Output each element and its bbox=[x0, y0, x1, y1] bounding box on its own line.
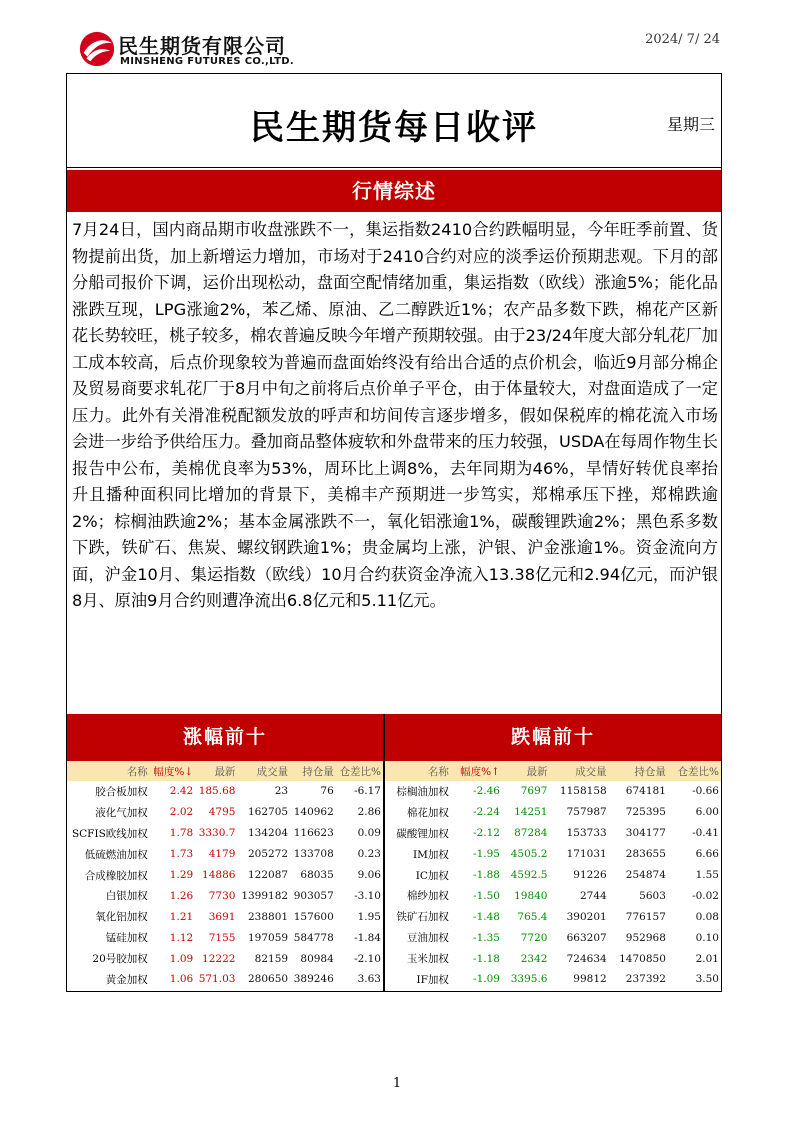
cell-name: 碳酸锂加权 bbox=[396, 827, 449, 840]
cell-open-interest: 725395 bbox=[625, 806, 666, 819]
table-row[interactable] bbox=[385, 781, 721, 802]
cell-change-pct: -2.24 bbox=[473, 806, 500, 819]
cell-change-pct: -1.18 bbox=[473, 952, 500, 965]
cell-change-pct: 1.21 bbox=[169, 910, 194, 923]
table-row[interactable] bbox=[67, 823, 383, 844]
table-row[interactable] bbox=[385, 823, 721, 844]
cell-volume: 390201 bbox=[566, 910, 607, 923]
cell-name: 液化气加权 bbox=[95, 806, 148, 819]
col-last[interactable]: 最新 bbox=[195, 761, 237, 781]
cell-open-interest: 584778 bbox=[293, 931, 334, 944]
cell-change-pct: 1.26 bbox=[169, 889, 194, 902]
cell-oi-change-pct: 3.50 bbox=[695, 973, 719, 986]
cell-last: 3691 bbox=[208, 910, 236, 923]
cell-open-interest: 68035 bbox=[300, 869, 334, 881]
cell-name: 棉花加权 bbox=[406, 806, 449, 819]
cell-open-interest: 140962 bbox=[293, 806, 334, 819]
cell-change-pct: -2.46 bbox=[473, 785, 500, 798]
col-oi-change-pct[interactable]: 仓差比% bbox=[336, 761, 383, 781]
cell-oi-change-pct: 0.23 bbox=[357, 848, 381, 861]
cell-open-interest: 776157 bbox=[625, 910, 666, 923]
col-name[interactable]: 名称 bbox=[385, 761, 451, 781]
cell-name: 棕榈油加权 bbox=[396, 785, 449, 798]
cell-name: 锰硅加权 bbox=[105, 932, 148, 945]
cell-change-pct: -2.12 bbox=[473, 827, 500, 840]
cell-volume: 238801 bbox=[247, 910, 289, 923]
cell-open-interest: 389246 bbox=[293, 973, 334, 986]
gainers-table bbox=[67, 761, 383, 990]
cell-name: IM加权 bbox=[412, 848, 449, 861]
report-frame bbox=[66, 73, 722, 992]
cell-last: 4592.5 bbox=[510, 869, 548, 881]
report-date: 2024/ 7/ 24 bbox=[645, 32, 720, 47]
cell-change-pct: -1.09 bbox=[473, 973, 500, 986]
cell-open-interest: 254874 bbox=[625, 869, 666, 881]
cell-open-interest: 5603 bbox=[639, 889, 666, 902]
cell-change-pct: -1.95 bbox=[473, 848, 500, 861]
table-row[interactable] bbox=[385, 865, 721, 886]
table-row[interactable] bbox=[67, 781, 383, 802]
table-row[interactable] bbox=[385, 885, 721, 906]
cell-open-interest: 283655 bbox=[625, 848, 666, 861]
table-row[interactable] bbox=[385, 906, 721, 927]
cell-last: 3330.7 bbox=[198, 827, 236, 840]
col-volume[interactable]: 成交量 bbox=[549, 761, 608, 781]
page-number: 1 bbox=[392, 1076, 402, 1091]
col-oi-change-pct[interactable]: 仓差比% bbox=[668, 761, 721, 781]
cell-last: 4179 bbox=[208, 848, 236, 861]
cell-oi-change-pct: 0.08 bbox=[695, 910, 719, 923]
cell-last: 14886 bbox=[202, 869, 236, 881]
cell-last: 7697 bbox=[520, 785, 548, 798]
cell-oi-change-pct: -3.10 bbox=[354, 889, 381, 902]
cell-open-interest: 133708 bbox=[293, 848, 334, 861]
cell-open-interest: 76 bbox=[320, 785, 334, 798]
cell-last: 12222 bbox=[202, 952, 236, 965]
cell-open-interest: 116623 bbox=[293, 827, 334, 840]
cell-volume: 153733 bbox=[566, 827, 607, 840]
title-divider bbox=[67, 167, 721, 168]
losers-table bbox=[385, 761, 721, 990]
cell-volume: 171031 bbox=[566, 848, 607, 861]
table-row[interactable] bbox=[385, 844, 721, 865]
table-row[interactable] bbox=[67, 948, 383, 969]
cell-open-interest: 903057 bbox=[293, 889, 334, 902]
cell-change-pct: 2.02 bbox=[169, 806, 194, 819]
cell-volume: 82159 bbox=[254, 952, 289, 965]
cell-last: 4505.2 bbox=[510, 848, 548, 861]
cell-last: 185.68 bbox=[198, 785, 236, 798]
cell-oi-change-pct: 1.95 bbox=[357, 910, 381, 923]
table-row[interactable] bbox=[67, 802, 383, 823]
table-row[interactable] bbox=[67, 865, 383, 886]
cell-last: 7720 bbox=[520, 931, 548, 944]
cell-volume: 197059 bbox=[247, 931, 289, 944]
gainers-header-row bbox=[67, 761, 383, 781]
cell-volume: 205272 bbox=[247, 848, 289, 861]
cell-volume: 1158158 bbox=[559, 785, 607, 798]
cell-change-pct: 1.29 bbox=[169, 869, 194, 881]
col-volume[interactable]: 成交量 bbox=[237, 761, 290, 781]
cell-volume: 1399182 bbox=[241, 889, 289, 902]
cell-open-interest: 80984 bbox=[300, 952, 334, 965]
losers-panel bbox=[385, 714, 721, 991]
table-row[interactable] bbox=[67, 885, 383, 906]
table-row[interactable] bbox=[385, 802, 721, 823]
cell-oi-change-pct: -0.02 bbox=[692, 889, 719, 902]
section-heading: 行情综述 bbox=[67, 170, 721, 212]
cell-last: 3395.6 bbox=[510, 973, 548, 986]
ranking-tables bbox=[67, 714, 721, 991]
table-row[interactable] bbox=[385, 927, 721, 948]
cell-open-interest: 1470850 bbox=[619, 952, 666, 965]
cell-name: 棉纱加权 bbox=[406, 890, 449, 903]
page-header bbox=[78, 28, 728, 72]
cell-name: IC加权 bbox=[415, 869, 449, 882]
cell-change-pct: 1.12 bbox=[169, 931, 194, 944]
market-summary: 7月24日，国内商品期市收盘涨跌不一，集运指数2410合约跌幅明显，今年旺季前置、货物提前出货，加上新增运力增加，市场对于2410合约对应的淡季运价预期悲观。下月的部分船司报价下调，运价出现松动，盘面空配情绪加重，集运指数（欧线）涨逾5%；能化品涨跌互现，LPG涨逾2%，苯乙烯、原油、乙二醇跌近1%；农产品多数下跌，棉花产区新花长势较旺，桃子较多，棉农普遍反映今年增产预期较强。由于23/24年度大部分轧花厂加工成本较高，后点价现象较为普遍而盘面始终没有给出合适的点价机会，临近9月部分棉企及贸易商要求轧花厂于8月中旬之前将后点价单子平仓，由于体量较大，对盘面造成了一定压力。此外有关滑准税配额发放的呼声和坊间传言逐步增多，假如保税库的棉花流入市场会进一步给予供给压力。叠加商品整体疲软和外盘带来的压力较强，USDA在每周作物生长报告中公布，美棉优良率为53%，周环比上调8%，去年同期为46%，旱情好转优良率抬升且播种面积同比增加的背景下，美棉丰产预期进一步笃实，郑棉承压下挫，郑棉跌逾2%；棕榈油跌逾2%；基本金属涨跌不一，氧化铝涨逾1%，碳酸锂跌逾2%；黑色系多数下跌，铁矿石、焦炭、螺纹钢跌逾1%；贵金属均上涨，沪银、沪金涨逾1%。资金流向方面，沪金10月、集运指数（欧线）10月合约获资金净流入13.38亿元和2.94亿元，而沪银8月、原油9月合约则遭净流出6.8亿元和5.11亿元。 bbox=[72, 220, 718, 610]
report-title: 民生期货每日收评 bbox=[250, 108, 538, 148]
cell-name: 合成橡胶加权 bbox=[84, 869, 148, 882]
cell-volume: 757987 bbox=[566, 806, 607, 819]
losers-title: 跌幅前十 bbox=[385, 714, 721, 761]
col-open-interest[interactable]: 持仓量 bbox=[290, 761, 336, 781]
cell-change-pct: -1.48 bbox=[473, 910, 500, 923]
cell-open-interest: 304177 bbox=[625, 827, 666, 840]
cell-volume: 122087 bbox=[247, 869, 289, 881]
gainers-title: 涨幅前十 bbox=[67, 714, 383, 761]
cell-name: IF加权 bbox=[416, 973, 449, 986]
gainers-panel bbox=[67, 714, 385, 991]
cell-last: 2342 bbox=[520, 952, 548, 965]
cell-open-interest: 237392 bbox=[625, 973, 666, 986]
cell-oi-change-pct: 1.55 bbox=[695, 869, 719, 881]
cell-change-pct: 2.42 bbox=[169, 785, 194, 798]
cell-oi-change-pct: 2.01 bbox=[695, 952, 719, 965]
company-name-en: MINSHENG FUTURES CO.,LTD. bbox=[120, 56, 294, 67]
cell-oi-change-pct: -1.84 bbox=[354, 931, 381, 944]
cell-change-pct: -1.50 bbox=[473, 889, 500, 902]
col-open-interest[interactable]: 持仓量 bbox=[609, 761, 668, 781]
cell-oi-change-pct: -0.66 bbox=[692, 785, 719, 798]
cell-volume: 663207 bbox=[566, 931, 607, 944]
losers-header-row bbox=[385, 761, 721, 781]
cell-last: 19840 bbox=[514, 889, 548, 902]
cell-oi-change-pct: -2.10 bbox=[354, 952, 381, 965]
cell-oi-change-pct: 3.63 bbox=[357, 973, 381, 986]
cell-oi-change-pct: 6.00 bbox=[695, 806, 719, 819]
cell-last: 4795 bbox=[208, 806, 236, 819]
cell-oi-change-pct: 9.06 bbox=[357, 869, 381, 881]
cell-last: 571.03 bbox=[198, 973, 236, 986]
col-change-pct[interactable]: 幅度%↑ bbox=[451, 761, 502, 781]
table-row[interactable] bbox=[385, 969, 721, 990]
table-row[interactable] bbox=[67, 969, 383, 990]
cell-volume: 91226 bbox=[573, 869, 607, 881]
cell-last: 7730 bbox=[208, 889, 236, 902]
col-last[interactable]: 最新 bbox=[502, 761, 550, 781]
cell-last: 7155 bbox=[208, 931, 236, 944]
cell-oi-change-pct: -6.17 bbox=[354, 785, 381, 798]
cell-oi-change-pct: 2.86 bbox=[357, 806, 381, 819]
table-row[interactable] bbox=[67, 927, 383, 948]
table-row[interactable] bbox=[385, 948, 721, 969]
cell-oi-change-pct: 6.66 bbox=[695, 848, 719, 861]
company-name-cn: 民生期货有限公司 bbox=[118, 34, 286, 58]
cell-open-interest: 952968 bbox=[625, 931, 666, 944]
cell-oi-change-pct: 0.10 bbox=[695, 931, 719, 944]
table-row[interactable] bbox=[67, 844, 383, 865]
cell-name: 胶合板加权 bbox=[95, 785, 148, 798]
cell-name: 铁矿石加权 bbox=[396, 911, 449, 924]
cell-name: 低硫燃油加权 bbox=[84, 848, 148, 861]
cell-name: 白银加权 bbox=[105, 890, 148, 903]
cell-volume: 280650 bbox=[247, 973, 289, 986]
cell-change-pct: 1.78 bbox=[169, 827, 194, 840]
cell-change-pct: 1.73 bbox=[169, 848, 194, 861]
cell-change-pct: 1.06 bbox=[169, 973, 194, 986]
cell-name: 玉米加权 bbox=[406, 953, 449, 966]
cell-last: 14251 bbox=[514, 806, 548, 819]
table-row[interactable] bbox=[67, 906, 383, 927]
cell-volume: 99812 bbox=[573, 973, 607, 986]
cell-name: SCFIS欧线加权 bbox=[71, 827, 148, 840]
cell-name: 20号胶加权 bbox=[92, 953, 148, 966]
cell-name: 豆油加权 bbox=[406, 932, 449, 945]
col-change-pct[interactable]: 幅度%↓ bbox=[150, 761, 195, 781]
cell-change-pct: -1.88 bbox=[473, 869, 500, 881]
cell-name: 氧化铝加权 bbox=[95, 911, 148, 924]
cell-oi-change-pct: 0.09 bbox=[357, 827, 381, 840]
cell-volume: 2744 bbox=[579, 889, 607, 902]
cell-oi-change-pct: -0.41 bbox=[692, 827, 719, 840]
cell-volume: 23 bbox=[274, 785, 289, 798]
col-name[interactable]: 名称 bbox=[67, 761, 150, 781]
minsheng-logo-icon bbox=[78, 30, 116, 68]
cell-change-pct: -1.35 bbox=[473, 931, 500, 944]
cell-change-pct: 1.09 bbox=[169, 952, 194, 965]
weekday-label: 星期三 bbox=[666, 115, 715, 134]
cell-volume: 724634 bbox=[566, 952, 607, 965]
cell-volume: 162705 bbox=[247, 806, 289, 819]
cell-open-interest: 157600 bbox=[293, 910, 334, 923]
cell-name: 黄金加权 bbox=[105, 973, 148, 986]
cell-open-interest: 674181 bbox=[625, 785, 666, 798]
cell-last: 765.4 bbox=[517, 910, 548, 923]
cell-last: 87284 bbox=[514, 827, 548, 840]
cell-volume: 134204 bbox=[247, 827, 289, 840]
